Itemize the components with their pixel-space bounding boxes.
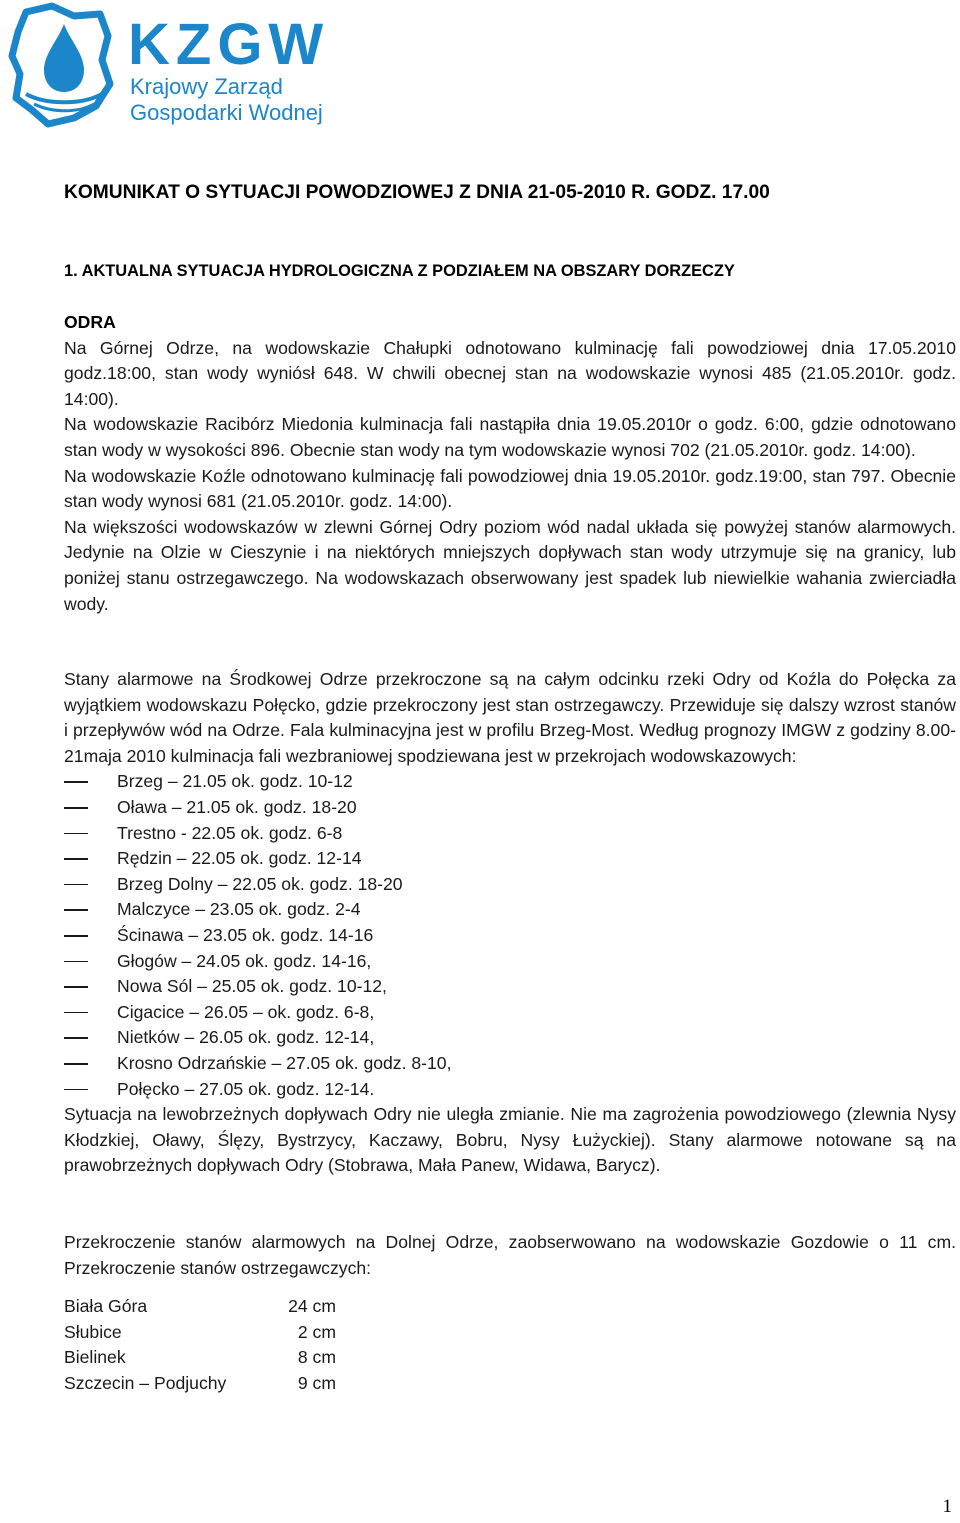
document-title: KOMUNIKAT O SYTUACJI POWODZIOWEJ Z DNIA 21-05-2010 R. GODZ. 17.00 [64, 182, 770, 203]
dash-bullet-icon [64, 1037, 88, 1039]
dash-bullet-icon [64, 986, 88, 988]
station-value: 24 cm [288, 1296, 336, 1316]
station-name: Bielinek [64, 1347, 126, 1368]
station-value: 9 cm [297, 1372, 336, 1393]
middle-odra-section [64, 667, 956, 1179]
station-value: 8 cm [297, 1347, 336, 1368]
list-item: Malczyce – 23.05 ok. godz. 2-4 [64, 897, 956, 923]
paragraph-lower-odra: Przekroczenie stanów alarmowych na Dolnej Odrze, zaobserwowano na wodowskazie Gozdowie o 11 cm. Przekroczenie stanów ostrzegawczych: [64, 1232, 956, 1278]
station-value: 2 cm [297, 1321, 336, 1342]
dash-bullet-icon [64, 909, 88, 911]
list-item: Brzeg Dolny – 22.05 ok. godz. 18-20 [64, 872, 956, 898]
dash-bullet-icon [64, 935, 88, 937]
list-item: Rędzin – 22.05 ok. godz. 12-14 [64, 846, 956, 872]
list-item: Krosno Odrzańskie – 27.05 ok. godz. 8-10, [64, 1051, 956, 1077]
list-item: Połęcko – 27.05 ok. godz. 12-14. [64, 1077, 956, 1103]
lower-odra-section [64, 1230, 956, 1281]
paragraph-chalupki: Na Górnej Odrze, na wodowskazie Chałupki odnotowano kulminację fali powodziowej dnia 17.05.2010 godz.18:00, stan wody wyniósł 648. W chwili obecnej stan na wodowskazie wynosi 485 (21.05.2010r. godz. 14:00). [64, 337, 956, 409]
dash-bullet-icon [64, 858, 88, 860]
dash-bullet-icon [64, 833, 88, 835]
warning-levels-table [64, 1294, 336, 1396]
logo-line2: Gospodarki Wodnej [130, 100, 323, 125]
paragraph-middle-odra: Stany alarmowe na Środkowej Odrze przekroczone są na całym odcinku rzeki Odry od Koźla do Połęcka za wyjątkiem wodowskazu Połęcko, gdzie przekroczony jest stan ostrzegawczy. Przewiduje się dalszy wzrost stanów i przepływów wód na Odrze. Fala kulminacyjna jest w profilu Brzeg-Most. Według prognozy IMGW z godziny 8.00- 21maja 2010 kulminacja fali wezbraniowej spodziewana jest w przekrojach wodowskazowych: [64, 669, 956, 766]
list-item: Cigacice – 26.05 – ok. godz. 6-8, [64, 1000, 956, 1026]
list-item: Trestno - 22.05 ok. godz. 6-8 [64, 821, 956, 847]
table-row [64, 1371, 336, 1397]
list-item: Nietków – 26.05 ok. godz. 12-14, [64, 1025, 956, 1051]
paragraph-kozle: Na wodowskazie Koźle odnotowano kulminację fali powodziowej dnia 19.05.2010r. godz.19:00, stan 797. Obecnie stan wody wynosi 681 (21.05.2010r. godz. 14:00). [64, 465, 956, 512]
dash-bullet-icon [64, 1089, 88, 1091]
dash-bullet-icon [64, 1012, 88, 1014]
paragraph-tributaries: Sytuacja na lewobrzeżnych dopływach Odry nie uległa zmianie. Nie ma zagrożenia powodziowego (zlewnia Nysy Kłodzkiej, Oławy, Ślęzy, Bystrzycy, Kaczawy, Bobru, Nysy Łużyckiej). Stany alarmowe notowane są na prawobrzeżnych dopływach Odry (Stobrawa, Mała Panew, Widawa, Barycz). [64, 1104, 956, 1176]
station-name: Szczecin – Podjuchy [64, 1372, 227, 1393]
station-name: Biała Góra [64, 1296, 148, 1316]
station-name: Słubice [64, 1321, 122, 1342]
section-heading: 1. AKTUALNA SYTUACJA HYDROLOGICZNA Z PODZIAŁEM NA OBSZARY DORZECZY [64, 262, 735, 280]
table-row [64, 1294, 336, 1320]
paragraph-upper-odra-summary: Na większości wodowskazów w zlewni Górnej Odry poziom wód nadal układa się powyżej stanów alarmowych. Jedynie na Olzie w Cieszynie i na niektórych mniejszych dopływach stan wody utrzymuje się na granicy, lub poniżej stanu ostrzegawczego. Na wodowskazach obserwowany jest spadek lub niewielkie wahania zwierciadła wody. [64, 516, 956, 614]
poland-map-drop-icon [12, 6, 110, 124]
dash-bullet-icon [64, 807, 88, 809]
logo-line1: Krajowy Zarząd [130, 74, 283, 99]
forecast-list [64, 769, 956, 1102]
logo-acronym: KZGW [128, 12, 330, 77]
table-row [64, 1345, 336, 1371]
paragraph-raciborz: Na wodowskazie Racibórz Miedonia kulminacja fali nastąpiła dnia 19.05.2010r o godz. 6:00, gdzie odnotowano stan wody w wysokości 896. Obecnie stan wody na tym wodowskazie wynosi 702 (21.05.2010r. godz. 14:00). [64, 414, 956, 460]
kzgw-logo [4, 2, 384, 132]
dash-bullet-icon [64, 1063, 88, 1065]
dash-bullet-icon [64, 781, 88, 783]
table-row [64, 1320, 336, 1346]
dash-bullet-icon [64, 884, 88, 886]
dash-bullet-icon [64, 961, 88, 963]
page-number: 1 [942, 1496, 952, 1517]
list-item: Głogów – 24.05 ok. godz. 14-16, [64, 949, 956, 975]
list-item: Ścinawa – 23.05 ok. godz. 14-16 [64, 923, 956, 949]
list-item: Brzeg – 21.05 ok. godz. 10-12 [64, 769, 956, 795]
upper-odra-section [64, 310, 956, 617]
list-item: Oława – 21.05 ok. godz. 18-20 [64, 795, 956, 821]
river-heading: ODRA [64, 312, 116, 332]
list-item: Nowa Sól – 25.05 ok. godz. 10-12, [64, 974, 956, 1000]
